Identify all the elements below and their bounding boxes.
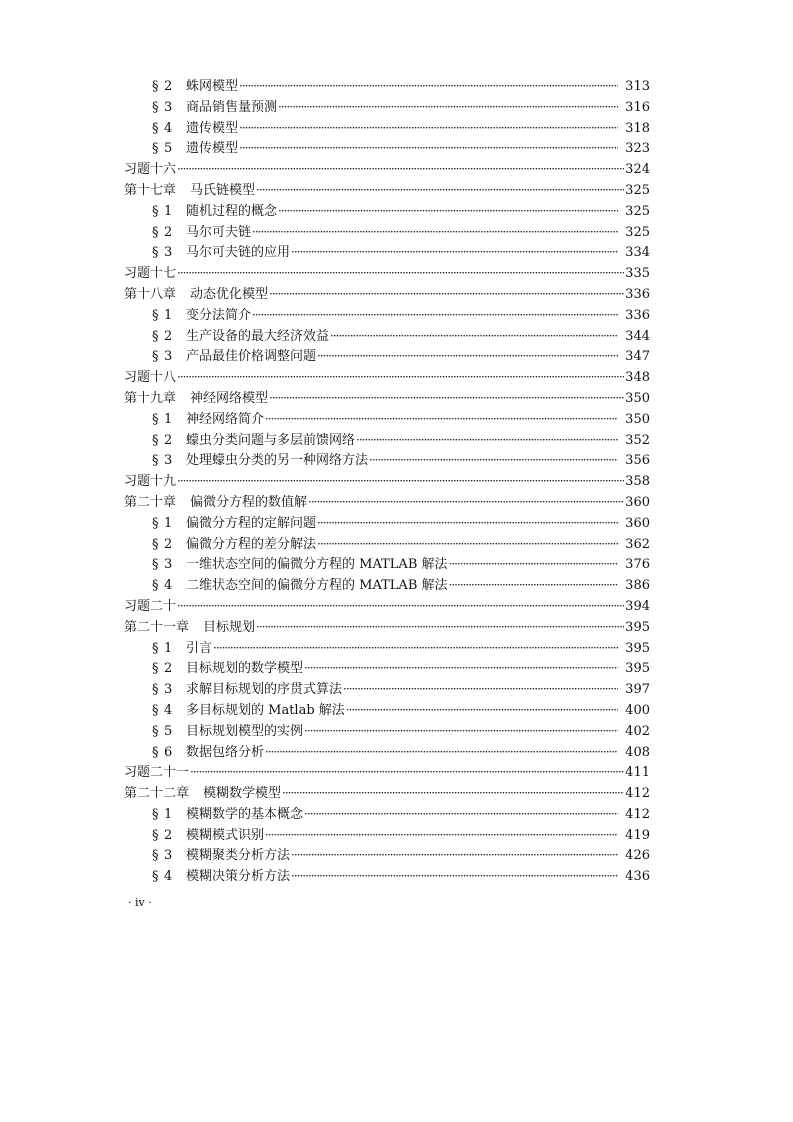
- toc-entry-title: 习题十八: [124, 370, 177, 386]
- toc-entry-title: [124, 493, 307, 514]
- page-ref: 411: [625, 765, 650, 781]
- section-title: 目标规划的数学模型: [186, 661, 304, 677]
- toc-section-entry[interactable]: [124, 721, 650, 742]
- page-ref: 318: [625, 120, 650, 136]
- section-number: 4: [164, 578, 173, 594]
- section-symbol: §: [152, 723, 159, 739]
- section-symbol: §: [152, 349, 159, 365]
- leader-dots: [177, 596, 624, 617]
- toc-entry-title: 习题十七: [124, 266, 177, 282]
- section-number: 5: [164, 141, 173, 157]
- toc-chapter-entry[interactable]: [124, 617, 650, 638]
- page-ref: 419: [625, 827, 650, 843]
- toc-entry-title: [152, 805, 303, 826]
- toc-entry-title: [152, 701, 345, 722]
- page-ref: 356: [625, 453, 650, 469]
- toc-entry-title: [152, 535, 316, 556]
- toc-entry-title: [152, 327, 329, 348]
- toc-section-entry[interactable]: [124, 575, 650, 596]
- toc-section-entry[interactable]: [124, 138, 650, 159]
- toc-entry-title: [152, 139, 238, 160]
- section-number: 2: [164, 661, 173, 677]
- page-ref: 394: [625, 598, 650, 614]
- section-symbol: §: [152, 120, 159, 136]
- page-ref: 324: [625, 162, 650, 178]
- leader-dots: [317, 534, 618, 555]
- leader-dots: [256, 180, 624, 201]
- toc-entry-title: 习题十六: [124, 162, 177, 178]
- section-symbol: §: [152, 744, 159, 760]
- section-title: 蠓虫分类问题与多层前馈网络: [186, 432, 356, 448]
- section-number: 2: [164, 827, 173, 843]
- section-symbol: §: [152, 640, 159, 656]
- section-title: 偏微分方程的定解问题: [186, 515, 317, 531]
- chapter-label: 第十九章: [124, 390, 177, 406]
- page-ref: 334: [625, 245, 650, 261]
- page-ref: 323: [625, 141, 650, 157]
- page-ref: 325: [625, 203, 650, 219]
- toc-entry-title: 习题二十: [124, 598, 177, 614]
- section-number: 1: [164, 515, 173, 531]
- leader-dots: [449, 575, 619, 596]
- leader-dots: [239, 76, 618, 97]
- toc-section-entry[interactable]: [124, 222, 650, 243]
- chapter-title: 动态优化模型: [190, 286, 269, 302]
- leader-dots: [269, 388, 624, 409]
- toc-entry-title: [152, 202, 277, 223]
- leader-dots: [265, 409, 618, 430]
- section-number: 1: [164, 806, 173, 822]
- page-ref: 316: [625, 99, 650, 115]
- chapter-title: 目标规划: [203, 619, 256, 635]
- section-number: 1: [164, 307, 173, 323]
- toc-exercise-entry[interactable]: [124, 471, 650, 492]
- toc-entry-title: [152, 639, 212, 660]
- section-title: 模糊聚类分析方法: [186, 848, 291, 864]
- page-ref: 358: [625, 474, 650, 490]
- chapter-label: 第二十二章: [124, 786, 190, 802]
- leader-dots: [308, 492, 624, 513]
- page-ref: 386: [625, 578, 650, 594]
- section-number: 4: [164, 702, 173, 718]
- section-title: 引言: [186, 640, 213, 656]
- page-ref: 426: [625, 848, 650, 864]
- section-title: 求解目标规划的序贯式算法: [186, 682, 343, 698]
- toc-section-entry[interactable]: [124, 326, 650, 347]
- section-number: 1: [164, 411, 173, 427]
- section-number: 2: [164, 224, 173, 240]
- toc-entry-title: [124, 784, 281, 805]
- toc-entry-title: [152, 347, 316, 368]
- toc-section-entry[interactable]: [124, 513, 650, 534]
- leader-dots: [252, 305, 618, 326]
- page-ref: 408: [625, 744, 650, 760]
- section-title: 产品最佳价格调整问题: [186, 349, 317, 365]
- leader-dots: [177, 159, 624, 180]
- section-symbol: §: [152, 848, 159, 864]
- section-symbol: §: [152, 307, 159, 323]
- toc-section-entry[interactable]: [124, 804, 650, 825]
- page-ref: 395: [625, 640, 650, 656]
- leader-dots: [304, 721, 618, 742]
- page-ref: 350: [625, 411, 650, 427]
- toc-section-entry[interactable]: [124, 742, 650, 763]
- toc-entry-title: [152, 451, 368, 472]
- page-ref: 376: [625, 557, 650, 573]
- leader-dots: [346, 700, 618, 721]
- page-ref: 400: [625, 702, 650, 718]
- toc-entry-title: [124, 618, 255, 639]
- toc-section-entry[interactable]: [124, 346, 650, 367]
- section-number: 3: [164, 557, 173, 573]
- section-title: 偏微分方程的差分解法: [186, 536, 317, 552]
- section-title: 马尔可夫链: [186, 224, 252, 240]
- section-number: 6: [164, 744, 173, 760]
- section-symbol: §: [152, 203, 159, 219]
- toc-section-entry[interactable]: [124, 638, 650, 659]
- page-ref: 336: [625, 286, 650, 302]
- section-title: 二维状态空间的偏微分方程的 MATLAB 解法: [186, 578, 448, 594]
- section-title: 遗传模型: [186, 141, 239, 157]
- leader-dots: [252, 222, 618, 243]
- leader-dots: [190, 762, 624, 783]
- toc-section-entry[interactable]: [124, 76, 650, 97]
- section-symbol: §: [152, 661, 159, 677]
- leader-dots: [304, 658, 618, 679]
- section-title: 变分法简介: [186, 307, 252, 323]
- chapter-title: 马氏链模型: [190, 182, 256, 198]
- chapter-title: 模糊数学模型: [203, 786, 282, 802]
- chapter-label: 第二十一章: [124, 619, 190, 635]
- section-symbol: §: [152, 245, 159, 261]
- section-number: 4: [164, 120, 173, 136]
- leader-dots: [265, 825, 618, 846]
- section-symbol: §: [152, 702, 159, 718]
- page-ref: 335: [625, 266, 650, 282]
- chapter-title: 神经网络模型: [190, 390, 269, 406]
- section-title: 蛛网模型: [186, 79, 239, 94]
- leader-dots: [449, 554, 619, 575]
- leader-dots: [239, 118, 618, 139]
- leader-dots: [317, 346, 618, 367]
- toc-entry-title: [152, 514, 316, 535]
- section-symbol: §: [152, 536, 159, 552]
- toc-section-entry[interactable]: [124, 658, 650, 679]
- toc-section-entry[interactable]: [124, 409, 650, 430]
- section-number: 1: [164, 640, 173, 656]
- toc-entry-title: [152, 659, 303, 680]
- section-symbol: §: [152, 453, 159, 469]
- toc-section-entry[interactable]: [124, 305, 650, 326]
- toc-section-entry[interactable]: [124, 700, 650, 721]
- section-title: 神经网络简介: [186, 411, 265, 427]
- leader-dots: [291, 242, 618, 263]
- page-ref: 325: [625, 182, 650, 198]
- section-symbol: §: [152, 557, 159, 573]
- toc-chapter-entry[interactable]: [124, 492, 650, 513]
- leader-dots: [343, 679, 618, 700]
- leader-dots: [278, 201, 618, 222]
- section-title: 商品销售量预测: [186, 99, 278, 115]
- page-ref: 395: [625, 661, 650, 677]
- leader-dots: [239, 138, 618, 159]
- section-number: 2: [164, 432, 173, 448]
- toc-entry-title: [152, 306, 251, 327]
- chapter-label: 第十七章: [124, 182, 177, 198]
- toc-entry-title: [152, 119, 238, 140]
- toc-entry-title: [124, 181, 255, 202]
- toc-entry-title: 习题十九: [124, 474, 177, 490]
- toc-entry-title: [152, 846, 290, 867]
- toc-chapter-entry[interactable]: [124, 783, 650, 804]
- section-number: 3: [164, 848, 173, 864]
- section-number: 4: [164, 869, 173, 885]
- table-of-contents: [124, 76, 650, 887]
- toc-entry-title: [152, 826, 264, 847]
- section-title: 模糊数学的基本概念: [186, 806, 304, 822]
- page-ref: 362: [625, 536, 650, 552]
- section-number: 3: [164, 99, 173, 115]
- toc-entry-title: [124, 389, 268, 410]
- toc-section-entry[interactable]: [124, 825, 650, 846]
- section-symbol: §: [152, 515, 159, 531]
- leader-dots: [369, 450, 618, 471]
- toc-section-entry[interactable]: [124, 845, 650, 866]
- section-number: 3: [164, 349, 173, 365]
- toc-section-entry[interactable]: [124, 679, 650, 700]
- toc-section-entry[interactable]: [124, 118, 650, 139]
- chapter-label: 第二十章: [124, 494, 177, 510]
- toc-section-entry[interactable]: [124, 242, 650, 263]
- section-number: 2: [164, 79, 173, 94]
- toc-section-entry[interactable]: [124, 450, 650, 471]
- leader-dots: [213, 638, 618, 659]
- page-ref: 350: [625, 390, 650, 406]
- section-title: 随机过程的概念: [186, 203, 278, 219]
- section-symbol: §: [152, 578, 159, 594]
- toc-section-entry[interactable]: [124, 201, 650, 222]
- section-title: 处理蠓虫分类的另一种网络方法: [186, 453, 369, 469]
- section-symbol: §: [152, 869, 159, 885]
- leader-dots: [269, 284, 624, 305]
- toc-section-entry[interactable]: [124, 554, 650, 575]
- page-ref: 412: [625, 786, 650, 802]
- toc-entry-title: [152, 722, 303, 743]
- section-title: 生产设备的最大经济效益: [186, 328, 330, 344]
- section-title: 数据包络分析: [186, 744, 265, 760]
- section-symbol: §: [152, 141, 159, 157]
- toc-section-entry[interactable]: [124, 866, 650, 887]
- toc-entry-title: [152, 223, 251, 244]
- chapter-label: 第十八章: [124, 286, 177, 302]
- section-number: 2: [164, 536, 173, 552]
- toc-entry-title: [152, 743, 264, 764]
- toc-section-entry[interactable]: [124, 430, 650, 451]
- section-symbol: §: [152, 328, 159, 344]
- page-number: · iv ·: [128, 896, 152, 909]
- section-title: 遗传模型: [186, 120, 239, 136]
- section-title: 马尔可夫链的应用: [186, 245, 291, 261]
- chapter-title: 偏微分方程的数值解: [190, 494, 308, 510]
- toc-entry-title: [152, 867, 290, 888]
- page-ref: 412: [625, 806, 650, 822]
- page-ref: 397: [625, 682, 650, 698]
- section-number: 5: [164, 723, 173, 739]
- toc-entry-title: 习题二十一: [124, 765, 190, 781]
- toc-exercise-entry[interactable]: [124, 762, 650, 783]
- leader-dots: [291, 845, 618, 866]
- section-title: 一维状态空间的偏微分方程的 MATLAB 解法: [186, 557, 448, 573]
- toc-exercise-entry[interactable]: [124, 367, 650, 388]
- toc-section-entry[interactable]: [124, 534, 650, 555]
- toc-entry-title: [152, 576, 448, 597]
- leader-dots: [177, 471, 624, 492]
- page-ref: 395: [625, 619, 650, 635]
- toc-entry-title: [152, 680, 342, 701]
- section-symbol: §: [152, 411, 159, 427]
- page-ref: 360: [625, 494, 650, 510]
- page-ref: 436: [625, 869, 650, 885]
- section-number: 3: [164, 245, 173, 261]
- leader-dots: [282, 783, 624, 804]
- section-symbol: §: [152, 224, 159, 240]
- page-ref: 325: [625, 224, 650, 240]
- page-ref: 360: [625, 515, 650, 531]
- section-symbol: §: [152, 79, 159, 94]
- toc-entry-title: [152, 98, 277, 119]
- leader-dots: [317, 513, 618, 534]
- toc-section-entry[interactable]: [124, 97, 650, 118]
- toc-exercise-entry[interactable]: [124, 159, 650, 180]
- section-symbol: §: [152, 99, 159, 115]
- toc-entry-title: [152, 77, 238, 98]
- section-symbol: §: [152, 806, 159, 822]
- leader-dots: [177, 263, 624, 284]
- leader-dots: [356, 430, 618, 451]
- toc-chapter-entry[interactable]: [124, 180, 650, 201]
- toc-exercise-entry[interactable]: [124, 263, 650, 284]
- page-ref: 402: [625, 723, 650, 739]
- section-number: 1: [164, 203, 173, 219]
- section-number: 3: [164, 453, 173, 469]
- leader-dots: [304, 804, 618, 825]
- leader-dots: [177, 367, 624, 388]
- leader-dots: [265, 742, 618, 763]
- section-title: 模糊决策分析方法: [186, 869, 291, 885]
- section-symbol: §: [152, 682, 159, 698]
- section-title: 目标规划模型的实例: [186, 723, 304, 739]
- section-number: 3: [164, 682, 173, 698]
- section-symbol: §: [152, 827, 159, 843]
- section-title: 模糊模式识别: [186, 827, 265, 843]
- toc-entry-title: [152, 243, 290, 264]
- toc-exercise-entry[interactable]: [124, 596, 650, 617]
- page-ref: 344: [625, 328, 650, 344]
- page-ref: 336: [625, 307, 650, 323]
- toc-entry-title: [152, 555, 448, 576]
- section-number: 2: [164, 328, 173, 344]
- section-title: 多目标规划的 Matlab 解法: [186, 702, 345, 718]
- page-ref: 352: [625, 432, 650, 448]
- toc-chapter-entry[interactable]: [124, 284, 650, 305]
- leader-dots: [330, 326, 618, 347]
- toc-entry-title: [152, 431, 355, 452]
- page-ref: 347: [625, 349, 650, 365]
- leader-dots: [256, 617, 624, 638]
- leader-dots: [291, 866, 618, 887]
- page-ref: 348: [625, 370, 650, 386]
- section-symbol: §: [152, 432, 159, 448]
- toc-entry-title: [152, 410, 264, 431]
- leader-dots: [278, 97, 618, 118]
- toc-entry-title: [124, 285, 268, 306]
- page-ref: 313: [625, 79, 650, 94]
- toc-chapter-entry[interactable]: [124, 388, 650, 409]
